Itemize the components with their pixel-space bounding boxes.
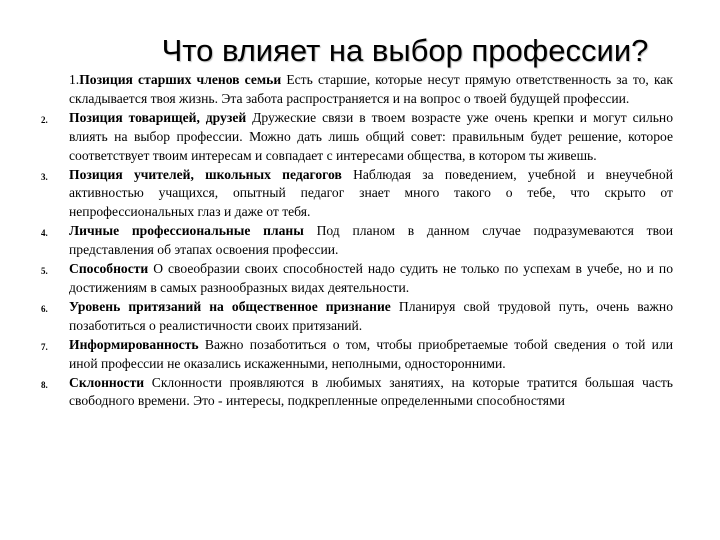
list-item (41, 336, 674, 374)
list-item (41, 374, 673, 412)
item-description: Наблюдая за поведением, учебной и внеучебной активностью учащихся, опытный педагог знает много такого о тебе, что скрыто от непрофессиональных глаз и даже от тебя. (69, 166, 673, 220)
item-description: Есть старшие, которые несут прямую ответственность за то, как складывается твоя жизнь. Эта забота распространяется и на вопрос о твоей будущей профессии. (69, 72, 673, 106)
list-item (69, 71, 673, 109)
item-term: Позиция товарищей, друзей (69, 109, 247, 125)
list-item (41, 166, 673, 223)
item-number: 2. (41, 114, 48, 125)
list-item (41, 260, 673, 298)
item-term: Позиция старших членов семьи (79, 72, 282, 87)
list-item (41, 222, 673, 260)
item-description: Склонности проявляются в любимых занятиях, на которые тратится большая часть свободного времени. Это - интересы, подкрепленные определенными способностями (69, 374, 673, 409)
item-number: 1. (69, 72, 80, 87)
item-number: 7. (41, 341, 48, 352)
item-description: Дружеские связи в твоем возрасте уже очень крепки и могут сильно влиять на выбор профессии. Можно дать лишь общий совет: правильным будет решение, которое соответствует твоим интересам и совпадает с интересами общества, в котором ты живешь. (69, 109, 673, 163)
item-term: Информированность (69, 336, 199, 352)
list-item (41, 109, 673, 166)
item-term: Уровень притязаний на общественное признание (69, 298, 391, 314)
item-number: 5. (41, 266, 48, 277)
item-number: 4. (41, 228, 48, 239)
item-description: Планируя свой трудовой путь, очень важно позаботиться о реалистичности своих притязаний. (69, 298, 673, 333)
list-item (41, 298, 673, 336)
item-term: Склонности (69, 374, 145, 390)
item-number: 3. (41, 171, 48, 182)
page-title: Что влияет на выбор профессии? (161, 32, 649, 68)
item-number: 8. (41, 379, 48, 390)
item-description: О своеобразии своих способностей надо судить не только по успехам в учебе, но и по достижениям в самых разнообразных видах деятельности. (69, 261, 673, 295)
item-number: 6. (41, 303, 48, 314)
item-term: Личные профессиональные планы (69, 223, 304, 239)
item-term: Позиция учителей, школьных педагогов (69, 166, 342, 182)
factors-list (41, 71, 674, 411)
item-description: Под планом в данном случае подразумеваются твои представления об этапах освоения профессии. (69, 223, 673, 258)
item-term: Способности (69, 261, 149, 277)
item-description: Важно позаботиться о том, чтобы приобретаемые тобой сведения о той или иной профессии не оказались искаженными, неполными, односторонними. (69, 336, 674, 371)
